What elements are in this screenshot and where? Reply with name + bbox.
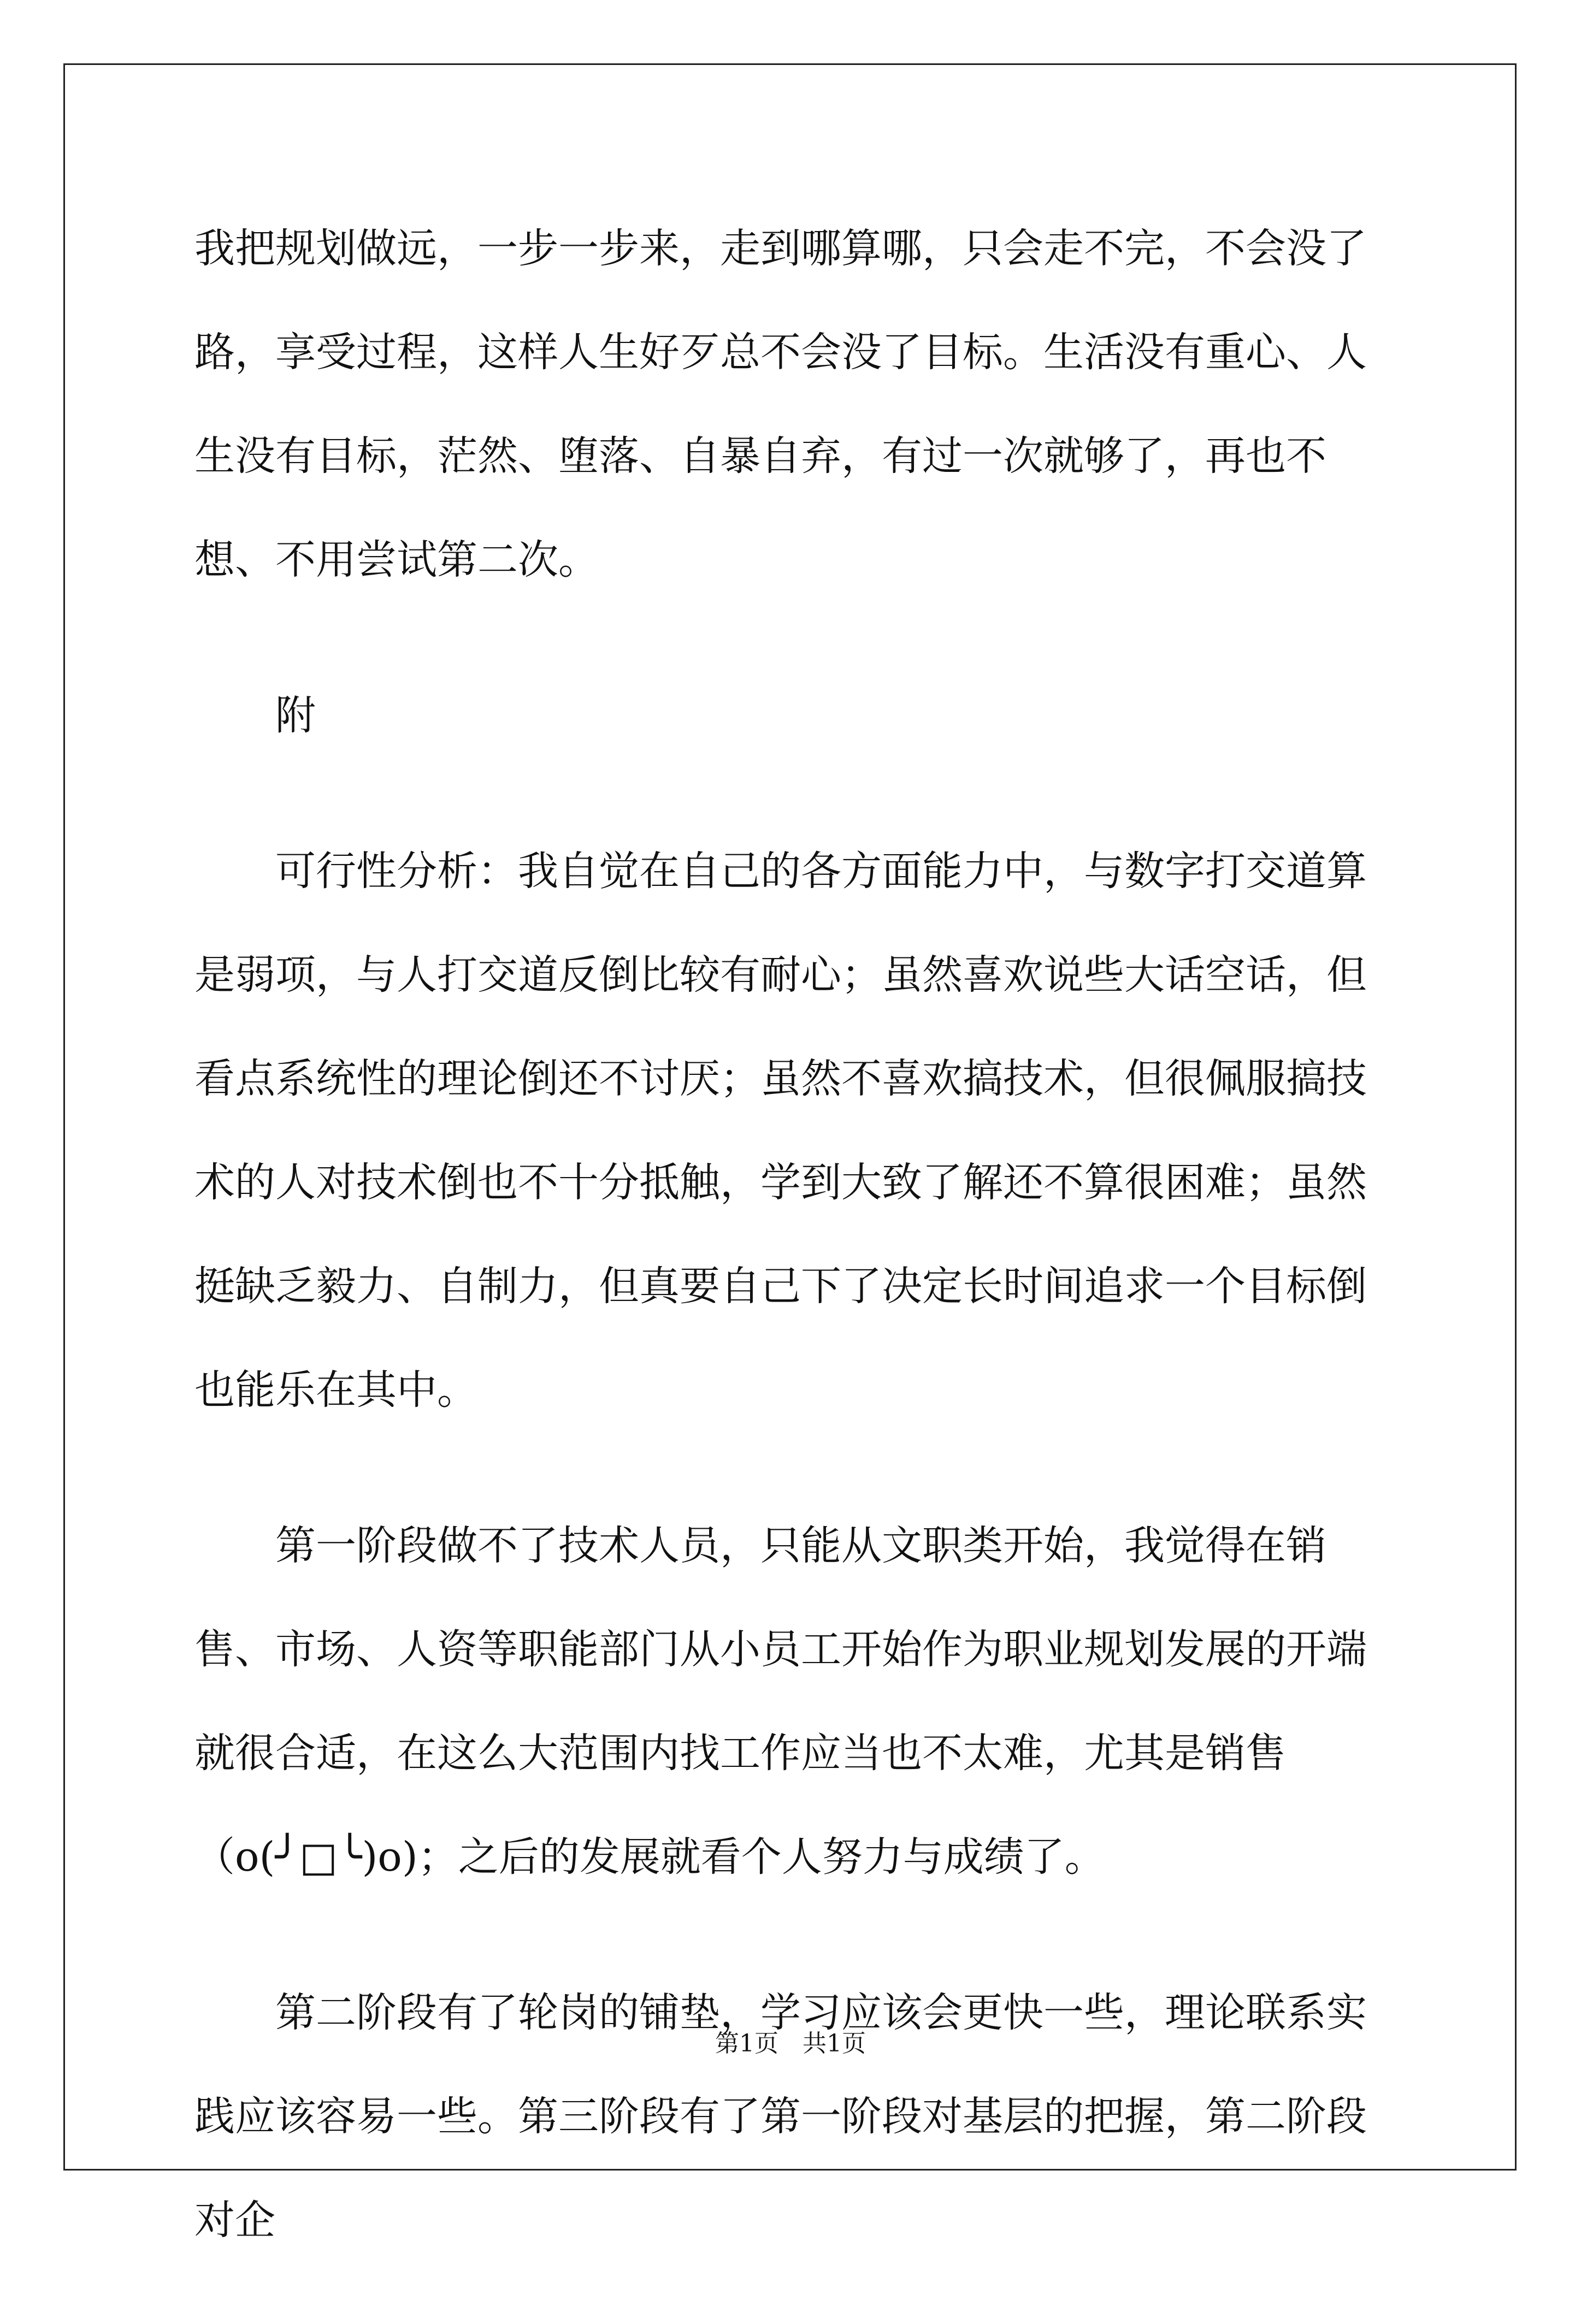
paragraph-1: 我把规划做远，一步一步来，走到哪算哪，只会走不完，不会没了路，享受过程，这样人生好歹总不会没了目标。生活没有重心、人生没有目标，茫然、堕落、自暴自弃，有过一次就够了，再也不想、不用尝试第二次。 [194, 225, 1367, 583]
paragraph-5: 第二阶段有了轮岗的铺垫，学习应该会更快一些，理论联系实践应该容易一些。第三阶段有了第一阶段对基层的把握，第二阶段对企 [194, 1989, 1367, 2244]
paragraph-2: 附 [275, 692, 316, 739]
paragraph-3: 可行性分析：我自觉在自己的各方面能力中，与数字打交道算是弱项，与人打交道反倒比较有耐心；虽然喜欢说些大话空话，但看点系统性的理论倒还不讨厌；虽然不喜欢搞技术，但很佩服搞技术的人对技术倒也不十分抵触，学到大致了解还不算很困难；虽然挺缺乏毅力、自制力，但真要自己下了决定长时间追求一个目标倒也能乐在其中。 [194, 848, 1367, 1414]
paragraph-4: 第一阶段做不了技术人员，只能从文职类开始，我觉得在销售、市场、人资等职能部门从小员工开始作为职业规划发展的开端就很合适，在这么大范围内找工作应当也不太难，尤其是销售（o(╯□╰)o)；之后的发展就看个人努力与成绩了。 [194, 1522, 1367, 1881]
total-pages: 共1页 [803, 2030, 866, 2057]
page-number: 第1页 [715, 2030, 778, 2057]
page-footer [0, 2027, 1581, 2060]
document-body [194, 197, 1391, 2324]
